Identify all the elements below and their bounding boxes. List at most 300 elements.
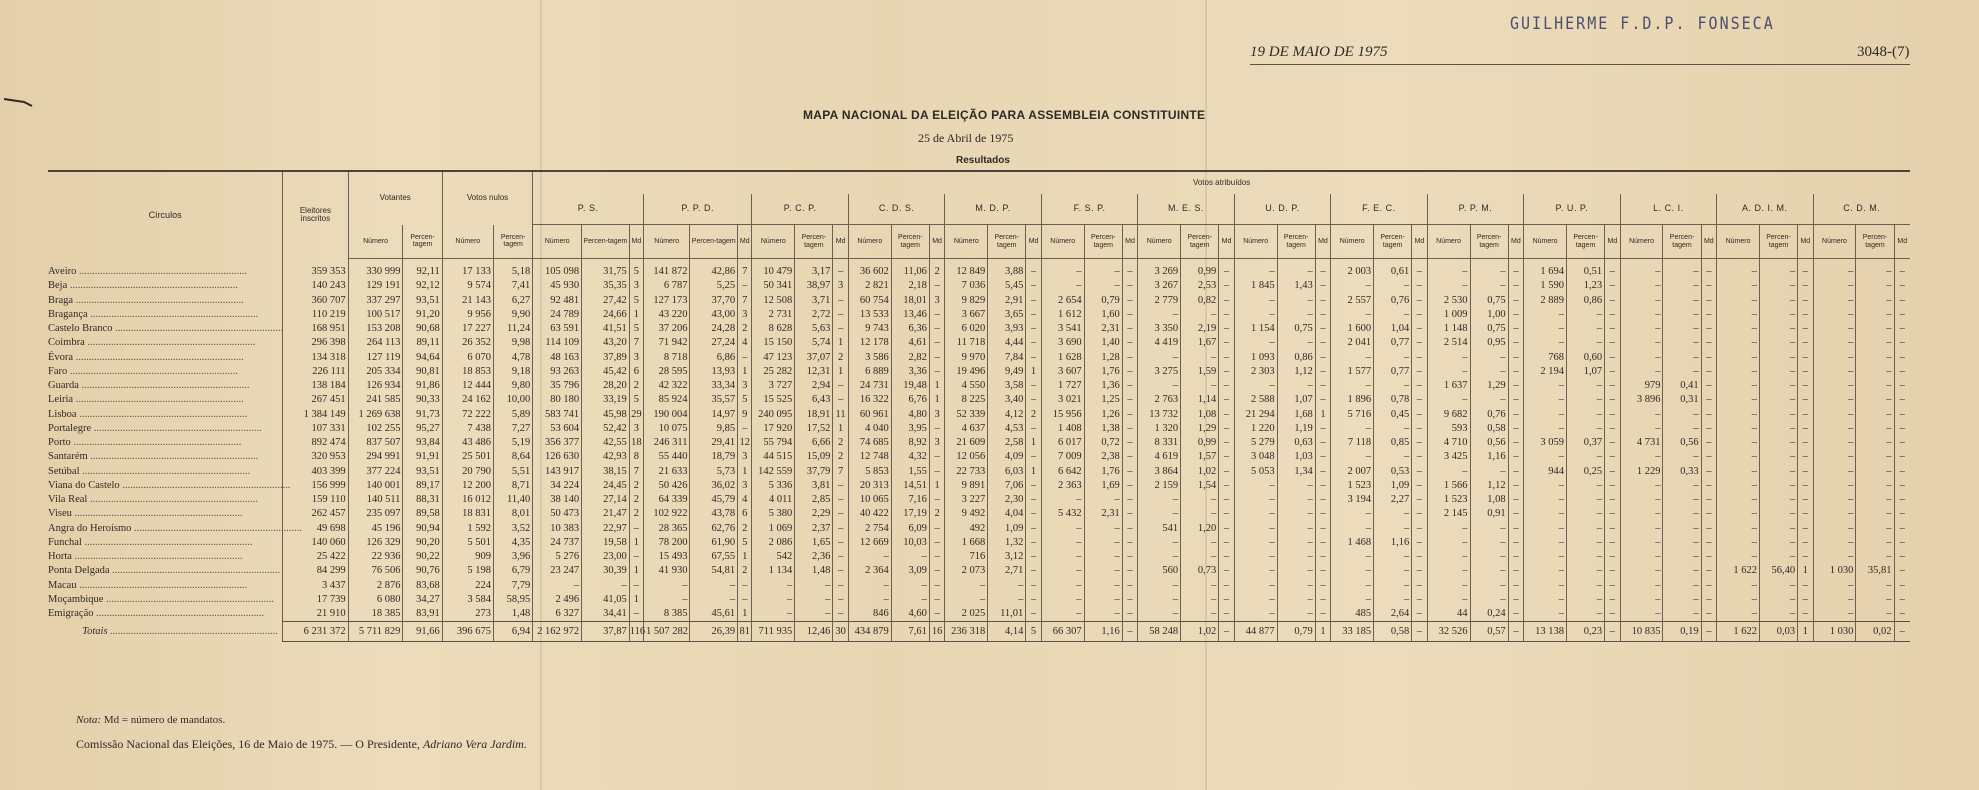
party-mandatos: 1 <box>1026 365 1041 379</box>
party-mandatos: – <box>1894 279 1910 293</box>
header-numero: Número <box>533 225 582 259</box>
party-mandatos: – <box>1412 465 1427 479</box>
party-mandatos: – <box>833 393 848 407</box>
party-numero: 5 053 <box>1234 465 1277 479</box>
table-row <box>48 465 1910 479</box>
party-numero: 2 364 <box>848 564 891 578</box>
party-numero: – <box>1524 336 1567 350</box>
party-percentagem: 42,86 <box>690 259 738 280</box>
party-numero: – <box>1331 279 1374 293</box>
votantes-numero: 330 999 <box>348 259 403 280</box>
party-percentagem: – <box>1856 379 1894 393</box>
party-percentagem: – <box>1663 279 1701 293</box>
party-mandatos: – <box>1412 622 1427 642</box>
table-row <box>48 322 1910 336</box>
party-numero: 8 385 <box>644 607 690 622</box>
party-numero: – <box>644 593 690 607</box>
party-numero: – <box>1717 593 1760 607</box>
party-numero: – <box>1717 436 1760 450</box>
party-mandatos: – <box>1122 536 1137 550</box>
party-mandatos: – <box>1122 564 1137 578</box>
party-numero: 1 320 <box>1138 422 1181 436</box>
party-numero: 21 609 <box>945 436 988 450</box>
party-mandatos: – <box>1605 522 1620 536</box>
party-mandatos: – <box>833 579 848 593</box>
party-mandatos: – <box>929 450 944 464</box>
header-party: M. D. P. <box>945 194 1041 225</box>
nulos-numero: 3 584 <box>442 593 493 607</box>
party-numero: – <box>1041 607 1084 622</box>
header-numero: Número <box>1331 225 1374 259</box>
party-mandatos: – <box>1605 351 1620 365</box>
party-numero: 12 178 <box>848 336 891 350</box>
party-mandatos: 6 <box>629 365 643 379</box>
party-numero: – <box>1138 550 1181 564</box>
party-percentagem: 41,51 <box>582 322 630 336</box>
nulos-percentagem: 9,18 <box>493 365 532 379</box>
votantes-percentagem: 91,73 <box>403 408 442 422</box>
party-percentagem: 0,79 <box>1084 294 1122 308</box>
party-numero: 36 602 <box>848 259 891 280</box>
party-mandatos: – <box>1219 365 1234 379</box>
party-mandatos: – <box>1508 379 1523 393</box>
party-percentagem: – <box>891 579 929 593</box>
party-percentagem: 2,19 <box>1181 322 1219 336</box>
party-percentagem: – <box>1277 593 1315 607</box>
party-percentagem: – <box>1084 493 1122 507</box>
party-numero: 3 275 <box>1138 365 1181 379</box>
party-numero: 92 481 <box>533 294 582 308</box>
party-percentagem: 0,79 <box>1277 622 1315 642</box>
circulo-name: Macau ................................................................ <box>48 579 248 591</box>
party-numero: – <box>1620 607 1663 622</box>
issue-date: 19 DE MAIO DE 1975 <box>1250 44 1388 60</box>
party-percentagem: – <box>1567 308 1605 322</box>
party-mandatos: – <box>1122 479 1137 493</box>
party-numero: – <box>1813 465 1856 479</box>
header-rule <box>1250 64 1910 65</box>
party-mandatos: 1 <box>1315 622 1330 642</box>
party-mandatos: – <box>833 507 848 521</box>
party-percentagem: 0,02 <box>1856 622 1894 642</box>
party-percentagem: – <box>1374 422 1412 436</box>
party-percentagem: – <box>1759 408 1797 422</box>
party-numero: – <box>1813 579 1856 593</box>
party-numero: 15 956 <box>1041 408 1084 422</box>
party-mandatos: – <box>1219 294 1234 308</box>
party-mandatos: 2 <box>629 479 643 493</box>
party-percentagem: – <box>1856 593 1894 607</box>
party-numero: 5 336 <box>752 479 795 493</box>
party-numero: – <box>1331 379 1374 393</box>
votantes-percentagem: 94,64 <box>403 351 442 365</box>
party-percentagem: 33,19 <box>582 393 630 407</box>
party-percentagem: 3,09 <box>891 564 929 578</box>
party-mandatos: 3 <box>629 351 643 365</box>
party-percentagem: – <box>1181 351 1219 365</box>
nulos-numero: 21 143 <box>442 294 493 308</box>
party-mandatos: 4 <box>738 336 752 350</box>
party-numero: – <box>1427 465 1470 479</box>
party-mandatos: 1 <box>629 536 643 550</box>
party-percentagem: 1,07 <box>1277 393 1315 407</box>
party-percentagem: – <box>1663 493 1701 507</box>
party-numero: 2 763 <box>1138 393 1181 407</box>
party-numero: – <box>1620 351 1663 365</box>
party-numero: 19 496 <box>945 365 988 379</box>
party-mandatos: – <box>929 493 944 507</box>
party-percentagem: – <box>1663 536 1701 550</box>
party-numero: – <box>1524 579 1567 593</box>
table-row <box>48 564 1910 578</box>
party-percentagem: – <box>1759 522 1797 536</box>
party-percentagem: – <box>795 607 833 622</box>
party-numero: 711 935 <box>752 622 795 642</box>
party-numero: – <box>1717 351 1760 365</box>
party-numero: 44 515 <box>752 450 795 464</box>
party-percentagem: 14,97 <box>690 408 738 422</box>
party-mandatos: – <box>1701 507 1716 521</box>
party-numero: 55 440 <box>644 450 690 464</box>
party-numero: 4 619 <box>1138 450 1181 464</box>
party-mandatos: – <box>1701 593 1716 607</box>
party-percentagem: 6,66 <box>795 436 833 450</box>
party-percentagem: 37,79 <box>795 465 833 479</box>
party-numero: 4 419 <box>1138 336 1181 350</box>
header-numero: Número <box>1427 225 1470 259</box>
party-numero: 3 864 <box>1138 465 1181 479</box>
party-percentagem: 0,86 <box>1567 294 1605 308</box>
party-percentagem: 37,70 <box>690 294 738 308</box>
party-percentagem: – <box>1759 379 1797 393</box>
header-percentagem: Percen-tagem <box>891 225 929 259</box>
party-numero: – <box>1331 564 1374 578</box>
party-mandatos: – <box>1412 522 1427 536</box>
party-percentagem: 37,07 <box>795 351 833 365</box>
party-numero: 85 924 <box>644 393 690 407</box>
party-percentagem: 10,03 <box>891 536 929 550</box>
party-percentagem: – <box>1084 564 1122 578</box>
party-percentagem: 2,31 <box>1084 507 1122 521</box>
party-percentagem: 0,31 <box>1663 393 1701 407</box>
votantes-percentagem: 92,11 <box>403 259 442 280</box>
party-percentagem: 56,40 <box>1759 564 1797 578</box>
party-percentagem: 0,77 <box>1374 336 1412 350</box>
party-numero: 541 <box>1138 522 1181 536</box>
party-percentagem: 4,53 <box>988 422 1026 436</box>
eleitores-cell: 168 951 <box>283 322 349 336</box>
party-mandatos: – <box>738 579 752 593</box>
party-percentagem: – <box>1567 522 1605 536</box>
header-percentagem: Percen-tagem <box>1759 225 1797 259</box>
party-percentagem: 0,76 <box>1374 294 1412 308</box>
party-mandatos: 7 <box>738 259 752 280</box>
eleitores-cell: 320 953 <box>283 450 349 464</box>
party-percentagem: 0,23 <box>1567 622 1605 642</box>
party-mandatos: – <box>929 550 944 564</box>
party-numero: 12 748 <box>848 450 891 464</box>
party-mandatos: 1 <box>629 308 643 322</box>
party-numero: – <box>1813 365 1856 379</box>
party-percentagem: 0,58 <box>1374 622 1412 642</box>
party-numero: 10 835 <box>1620 622 1663 642</box>
party-numero: 6 642 <box>1041 465 1084 479</box>
party-mandatos: – <box>833 259 848 280</box>
votantes-numero: 140 001 <box>348 479 403 493</box>
circulo-name: Porto ................................................................ <box>48 437 242 448</box>
party-numero: 1 622 <box>1717 622 1760 642</box>
party-numero: 1 523 <box>1427 493 1470 507</box>
party-mandatos: – <box>1412 536 1427 550</box>
party-mandatos: – <box>1122 308 1137 322</box>
header-numero: Número <box>1234 225 1277 259</box>
votantes-percentagem: 90,22 <box>403 550 442 564</box>
party-mandatos: 9 <box>738 408 752 422</box>
party-mandatos: – <box>1605 422 1620 436</box>
president-signature: Adriano Vera Jardim. <box>422 737 527 751</box>
party-mandatos: 2 <box>738 322 752 336</box>
party-mandatos: 2 <box>629 507 643 521</box>
party-numero: 9 829 <box>945 294 988 308</box>
header-votantes: Votantes <box>348 171 442 225</box>
party-mandatos: – <box>1605 322 1620 336</box>
party-percentagem: – <box>1374 507 1412 521</box>
party-mandatos: – <box>1412 336 1427 350</box>
party-mandatos: – <box>1412 365 1427 379</box>
party-mandatos: – <box>1605 465 1620 479</box>
party-mandatos: – <box>1701 322 1716 336</box>
nulos-numero: 224 <box>442 579 493 593</box>
party-mandatos: – <box>1122 422 1137 436</box>
nulos-numero: 43 486 <box>442 436 493 450</box>
party-percentagem: – <box>1856 522 1894 536</box>
party-percentagem: 2,64 <box>1374 607 1412 622</box>
party-mandatos: – <box>1701 436 1716 450</box>
party-numero: – <box>1620 564 1663 578</box>
party-mandatos: – <box>1605 279 1620 293</box>
party-numero: 1 727 <box>1041 379 1084 393</box>
party-mandatos: – <box>1798 351 1813 365</box>
party-mandatos: 2 <box>629 493 643 507</box>
party-mandatos: 2 <box>738 564 752 578</box>
party-numero: 63 591 <box>533 322 582 336</box>
party-mandatos: – <box>1122 607 1137 622</box>
party-numero: 143 917 <box>533 465 582 479</box>
party-numero: 105 098 <box>533 259 582 280</box>
eleitores-cell: 892 474 <box>283 436 349 450</box>
party-mandatos: – <box>1894 507 1910 521</box>
party-mandatos: – <box>1412 279 1427 293</box>
party-mandatos: – <box>1026 579 1041 593</box>
party-mandatos: 2 <box>833 351 848 365</box>
party-percentagem: 1,19 <box>1277 422 1315 436</box>
party-numero: 3 021 <box>1041 393 1084 407</box>
party-mandatos: – <box>1701 550 1716 564</box>
party-mandatos: – <box>1605 365 1620 379</box>
party-percentagem: – <box>1567 493 1605 507</box>
party-mandatos: 1 <box>738 550 752 564</box>
party-percentagem: – <box>1856 507 1894 521</box>
party-percentagem: – <box>1759 450 1797 464</box>
party-percentagem: – <box>891 593 929 607</box>
votantes-percentagem: 93,51 <box>403 465 442 479</box>
party-percentagem: – <box>1759 436 1797 450</box>
party-percentagem: 3,58 <box>988 379 1026 393</box>
party-numero: 3 690 <box>1041 336 1084 350</box>
party-numero: – <box>1524 550 1567 564</box>
party-numero: 142 559 <box>752 465 795 479</box>
party-percentagem: – <box>1663 322 1701 336</box>
party-percentagem: 2,82 <box>891 351 929 365</box>
party-percentagem: – <box>1277 579 1315 593</box>
header-percentagem: Percen-tagem <box>403 225 442 259</box>
party-numero: 24 737 <box>533 536 582 550</box>
party-percentagem: 22,97 <box>582 522 630 536</box>
header-md: Md <box>1219 225 1234 259</box>
party-mandatos: – <box>1412 379 1427 393</box>
party-numero: 17 920 <box>752 422 795 436</box>
party-numero: 32 526 <box>1427 622 1470 642</box>
party-mandatos: – <box>1605 308 1620 322</box>
party-percentagem: 0,99 <box>1181 259 1219 280</box>
nulos-numero: 25 501 <box>442 450 493 464</box>
party-percentagem: – <box>1567 422 1605 436</box>
party-mandatos: – <box>1508 550 1523 564</box>
nulos-numero: 17 133 <box>442 259 493 280</box>
party-mandatos: – <box>1026 522 1041 536</box>
party-percentagem: – <box>1374 550 1412 564</box>
party-numero: 1 154 <box>1234 322 1277 336</box>
party-mandatos: – <box>1026 593 1041 607</box>
party-numero: – <box>1717 379 1760 393</box>
party-percentagem: 0,75 <box>1470 322 1508 336</box>
party-numero: 13 138 <box>1524 622 1567 642</box>
party-mandatos: – <box>1315 279 1330 293</box>
party-numero: – <box>1813 479 1856 493</box>
party-percentagem: 0,57 <box>1470 622 1508 642</box>
party-numero: 1 896 <box>1331 393 1374 407</box>
party-mandatos: – <box>1894 450 1910 464</box>
party-percentagem: – <box>1759 607 1797 622</box>
circulo-name: Castelo Branco ................................................................ <box>48 323 284 334</box>
party-numero: 6 020 <box>945 322 988 336</box>
party-numero: 1 009 <box>1427 308 1470 322</box>
party-numero: – <box>1234 607 1277 622</box>
party-mandatos: 1 <box>833 365 848 379</box>
party-percentagem: – <box>1856 493 1894 507</box>
header-percentagem: Percen-tagem <box>1181 225 1219 259</box>
party-numero: – <box>1620 408 1663 422</box>
party-percentagem: – <box>1663 593 1701 607</box>
party-mandatos: – <box>1122 436 1137 450</box>
circulo-name: Vila Real ................................................................ <box>48 494 258 505</box>
party-percentagem: 1,57 <box>1181 450 1219 464</box>
party-percentagem: – <box>1759 536 1797 550</box>
party-percentagem: 3,93 <box>988 322 1026 336</box>
circulo-name: Lisboa ................................................................ <box>48 408 248 420</box>
party-numero: 434 879 <box>848 622 891 642</box>
nulos-percentagem: 5,18 <box>493 259 532 280</box>
party-percentagem: – <box>1567 379 1605 393</box>
party-mandatos: – <box>1026 450 1041 464</box>
party-numero: – <box>1620 336 1663 350</box>
party-mandatos: – <box>1412 607 1427 622</box>
party-mandatos: – <box>1798 308 1813 322</box>
party-numero: – <box>1717 450 1760 464</box>
party-numero: 16 322 <box>848 393 891 407</box>
party-numero: – <box>1717 607 1760 622</box>
party-numero: – <box>1813 408 1856 422</box>
party-percentagem: 1,36 <box>1084 379 1122 393</box>
party-numero: – <box>1234 522 1277 536</box>
header-md: Md <box>629 225 643 259</box>
header-percentagem: Percen-tagem <box>690 225 738 259</box>
party-percentagem: – <box>1663 294 1701 308</box>
nulos-numero: 16 012 <box>442 493 493 507</box>
circulo-name: Leiria ................................................................ <box>48 394 244 406</box>
party-mandatos: – <box>1026 351 1041 365</box>
party-mandatos: 5 <box>629 259 643 280</box>
circulo-name: Braga ................................................................ <box>48 294 244 306</box>
party-mandatos: – <box>1701 294 1716 308</box>
party-mandatos: 1 <box>1026 436 1041 450</box>
party-mandatos: – <box>1605 550 1620 564</box>
party-numero: – <box>1331 422 1374 436</box>
party-percentagem: 1,07 <box>1567 365 1605 379</box>
party-percentagem: 2,27 <box>1374 493 1412 507</box>
party-numero: – <box>1331 593 1374 607</box>
party-percentagem: 3,71 <box>795 294 833 308</box>
eleitores-cell: 403 399 <box>283 465 349 479</box>
party-numero: 5 380 <box>752 507 795 521</box>
party-mandatos: – <box>1412 294 1427 308</box>
party-mandatos: – <box>1508 365 1523 379</box>
party-percentagem: – <box>988 593 1026 607</box>
party-mandatos: – <box>1605 479 1620 493</box>
party-mandatos: – <box>1219 336 1234 350</box>
party-percentagem: – <box>1759 465 1797 479</box>
party-mandatos: – <box>833 550 848 564</box>
party-percentagem: – <box>1470 522 1508 536</box>
party-numero: – <box>1041 259 1084 280</box>
header-md: Md <box>738 225 752 259</box>
party-numero: 3 227 <box>945 493 988 507</box>
party-mandatos: – <box>1219 436 1234 450</box>
party-numero: – <box>1717 294 1760 308</box>
party-numero: – <box>1620 593 1663 607</box>
party-mandatos: – <box>833 308 848 322</box>
party-numero: – <box>1717 465 1760 479</box>
party-mandatos: – <box>1026 393 1041 407</box>
nulos-numero: 20 790 <box>442 465 493 479</box>
party-mandatos: – <box>1122 450 1137 464</box>
party-percentagem: 6,36 <box>891 322 929 336</box>
party-mandatos: – <box>1798 607 1813 622</box>
party-percentagem: – <box>1374 579 1412 593</box>
party-percentagem: – <box>1567 393 1605 407</box>
party-percentagem: 0,51 <box>1567 259 1605 280</box>
party-numero: 1 628 <box>1041 351 1084 365</box>
party-mandatos: 1 <box>1798 622 1813 642</box>
party-percentagem: – <box>1277 259 1315 280</box>
table-row <box>48 422 1910 436</box>
party-numero: 1 577 <box>1331 365 1374 379</box>
party-numero: 2 889 <box>1524 294 1567 308</box>
party-mandatos: – <box>1605 379 1620 393</box>
party-numero: 28 365 <box>644 522 690 536</box>
eleitores-cell: 110 219 <box>283 308 349 322</box>
party-percentagem: 1,20 <box>1181 522 1219 536</box>
